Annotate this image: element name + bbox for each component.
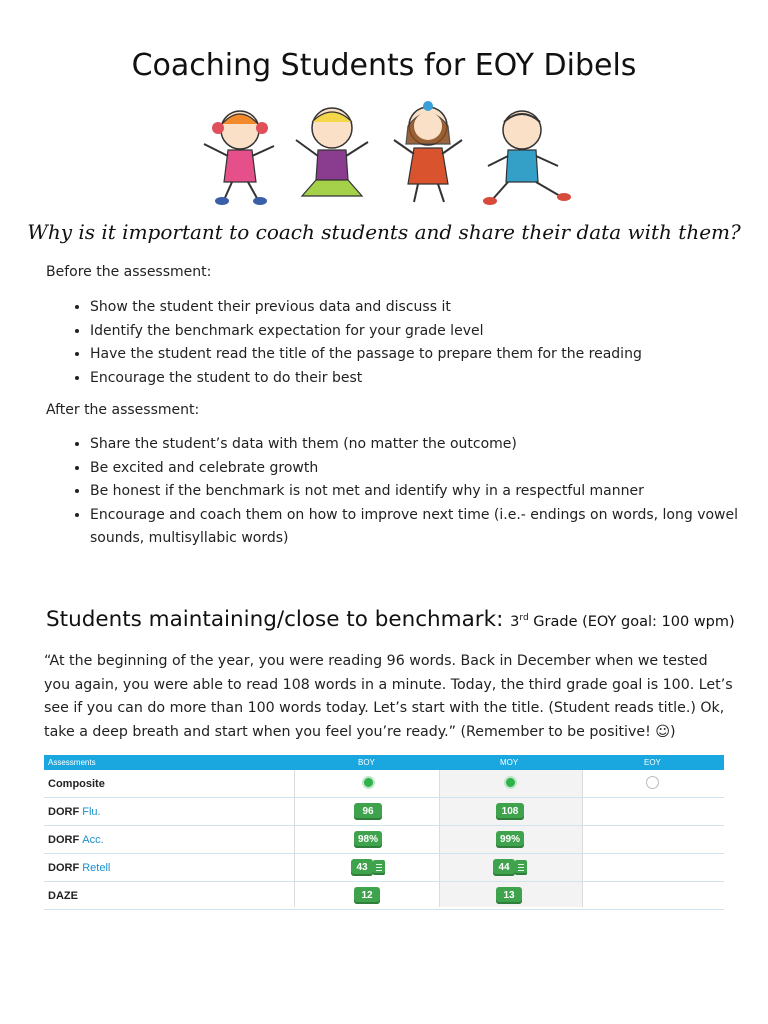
retell-document-icon[interactable] (373, 860, 385, 875)
row-label: DORF Flu. (48, 806, 101, 818)
child-figure-3 (394, 101, 462, 202)
score-badge[interactable]: 108 (496, 803, 524, 820)
score-badge[interactable]: 99% (496, 831, 524, 848)
table-row (44, 826, 724, 854)
before-label: Before the assessment: (46, 264, 212, 280)
score-badge[interactable]: 98% (354, 831, 382, 848)
list-item: • Have the student read the title of the passage to prepare them for the reading (90, 343, 768, 367)
table-row (44, 798, 724, 826)
row-label: Composite (48, 778, 105, 790)
header-moy: MOY (500, 758, 519, 767)
status-met-icon (362, 776, 375, 789)
list-item: • Show the student their previous data and discuss it (90, 296, 768, 320)
score-badge[interactable]: 12 (354, 887, 380, 904)
list-item: • Encourage the student to do their best (90, 367, 768, 391)
key-question: Why is it important to coach students and share their data with them? (27, 220, 741, 244)
grade-info: 3rd Grade (EOY goal: 100 wpm) (510, 613, 735, 630)
header-eoy: EOY (644, 758, 661, 767)
children-illustration (192, 100, 578, 208)
child-figure-4 (483, 111, 571, 205)
table-row (44, 854, 724, 882)
score-badge[interactable]: 96 (354, 803, 382, 820)
child-figure-1 (204, 111, 274, 205)
section-heading-text: Students maintaining/close to benchmark: (46, 607, 504, 632)
page-title: Coaching Students for EOY Dibels (131, 48, 637, 83)
score-badge[interactable]: 13 (496, 887, 522, 904)
table-row (44, 882, 724, 910)
before-list (46, 296, 768, 390)
list-item: • Share the student’s data with them (no matter the outcome) (90, 433, 768, 457)
score-badge[interactable]: 43 (351, 859, 373, 876)
status-met-icon (504, 776, 517, 789)
list-item: • Be excited and celebrate growth (90, 457, 768, 481)
list-item: • Encourage and coach them on how to improve next time (i.e.- endings on words, long vowel sounds, multisyllabic words) (90, 504, 768, 551)
header-assessments: Assessments (48, 758, 96, 767)
child-figure-2 (296, 108, 368, 196)
row-label: DORF Retell (48, 862, 111, 874)
row-label: DAZE (48, 890, 78, 902)
grid-header (44, 755, 724, 770)
list-item: • Identify the benchmark expectation for your grade level (90, 320, 768, 344)
row-label: DORF Acc. (48, 834, 104, 846)
after-list (46, 433, 768, 551)
status-empty-icon (646, 776, 659, 789)
retell-document-icon[interactable] (515, 860, 527, 875)
after-label: After the assessment: (46, 402, 200, 418)
assessment-grid (44, 755, 724, 910)
list-item: • Be honest if the benchmark is not met and identify why in a respectful manner (90, 480, 768, 504)
table-row (44, 770, 724, 798)
coaching-script: “At the beginning of the year, you were reading 96 words. Back in December when we tested you again, you were able to read 108 words in a minute. Today, the third grade goal is 100. Let’s see if you can do more than 100 words today. Let’s start with the title. (Student reads title.) Ok, take a deep breath and start when you feel you’re ready.” (Remember to be positive! ☺) (44, 653, 733, 740)
section-heading (46, 607, 735, 632)
header-boy: BOY (358, 758, 375, 767)
score-badge[interactable]: 44 (493, 859, 515, 876)
